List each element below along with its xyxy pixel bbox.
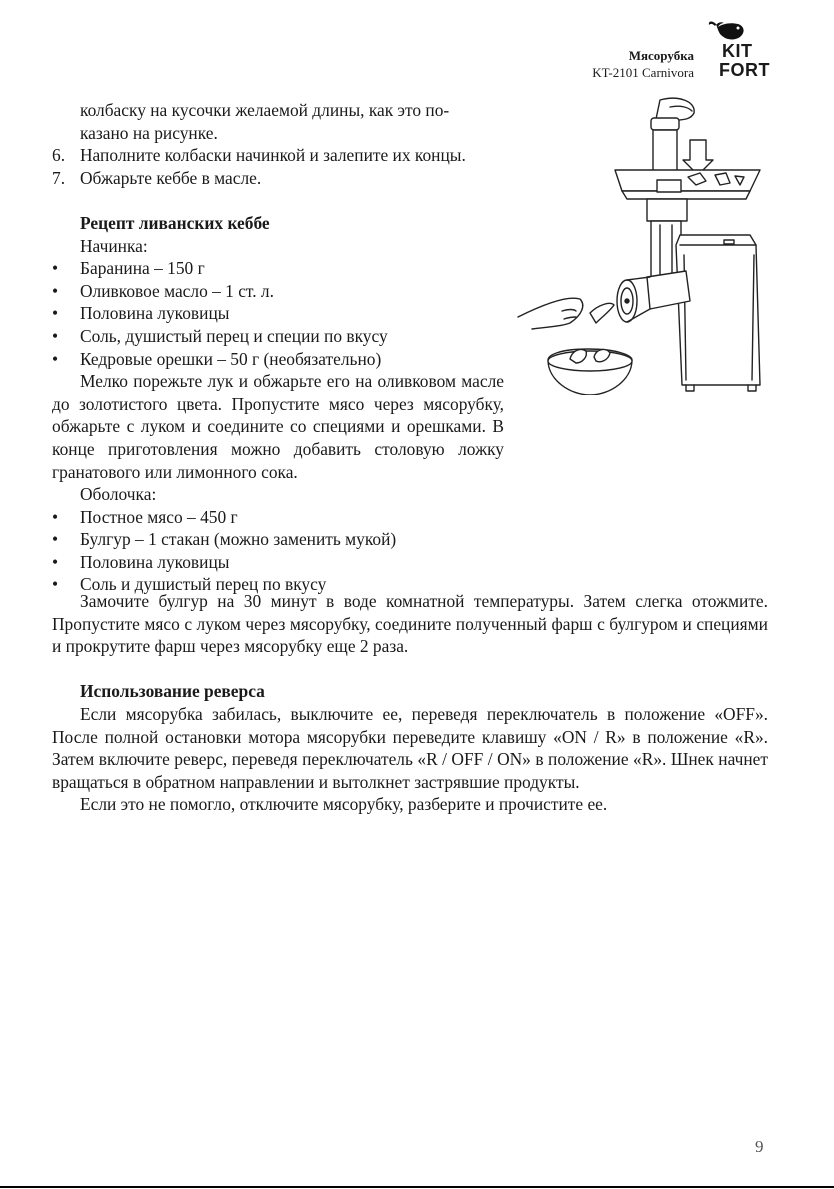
filling-text: Мелко порежьте лук и обжарьте его на оливковом масле до золотистого цвета. Пропустите мясо через мясорубку, обжарьте с луком и соедините со специями и орешками. В конце приготовления можно добавить столовую ложку гранатового или лимонного сока. bbox=[52, 371, 504, 482]
list-item: • Соль и душистый перец по вкусу bbox=[52, 574, 327, 595]
document-header bbox=[592, 47, 694, 81]
whale-icon bbox=[704, 18, 768, 42]
final-text: Если это не помогло, отключите мясорубку, разберите и прочистите ее. bbox=[80, 794, 608, 815]
footer-divider bbox=[0, 1186, 834, 1188]
meat-grinder-illustration bbox=[510, 95, 772, 395]
step-6 bbox=[52, 144, 504, 167]
reverse-text: Если мясорубка забилась, выключите ее, переведя переключатель в положение «OFF». После полной остановки мотора мясорубки переведите клавишу «ON / R» в положение «R». Затем включите реверс, переведя переключатель «R / OFF / ON» в положение «R». Шнек начнет вращаться в обратном направлении и вытолкнет застрявшие продукты. bbox=[52, 703, 768, 792]
list-item: • Кедровые орешки – 50 г (необязательно) bbox=[52, 348, 382, 369]
header-title: Мясорубка bbox=[628, 48, 694, 63]
list-item: • Оливковое масло – 1 ст. л. bbox=[52, 280, 274, 301]
list-item: • Постное мясо – 450 г bbox=[52, 506, 238, 527]
list-item: • Половина луковицы bbox=[52, 551, 230, 572]
step-number: 7. bbox=[52, 167, 66, 188]
recipe-title: Рецепт ливанских кеббе bbox=[80, 212, 270, 233]
step-7 bbox=[52, 167, 504, 190]
left-column bbox=[52, 99, 504, 596]
brand-kit: KIT bbox=[722, 41, 753, 61]
step-number: 6. bbox=[52, 145, 66, 166]
continued-line-2: казано на рисунке. bbox=[80, 122, 218, 143]
brand-logo bbox=[704, 18, 768, 80]
reverse-title: Использование реверса bbox=[80, 681, 265, 702]
continued-line-1: колбаску на кусочки желаемой длины, как это по- bbox=[80, 100, 450, 120]
header-model: KT-2101 Carnivora bbox=[592, 65, 694, 80]
step-text: Наполните колбаски начинкой и залепите их концы. bbox=[80, 145, 466, 166]
list-item: • Соль, душистый перец и специи по вкусу bbox=[52, 325, 388, 346]
list-item: • Половина луковицы bbox=[52, 303, 230, 324]
page-number: 9 bbox=[755, 1137, 764, 1156]
filling-label: Начинка: bbox=[80, 235, 148, 256]
list-item: • Булгур – 1 стакан (можно заменить мукой) bbox=[52, 529, 397, 550]
brand-fort: FORT bbox=[719, 60, 770, 80]
shell-text: Замочите булгур на 30 минут в воде комнатной температуры. Затем слегка отожмите. Пропустите мясо с луком через мясорубку, соедините полученный фарш с булгуром и специями и прокрутите фарш через мясорубку еще 2 раза. bbox=[52, 591, 768, 657]
list-item: • Баранина – 150 г bbox=[52, 258, 205, 279]
shell-label: Оболочка: bbox=[80, 484, 157, 505]
full-width-text bbox=[52, 590, 768, 816]
step-text: Обжарьте кеббе в масле. bbox=[80, 167, 262, 188]
